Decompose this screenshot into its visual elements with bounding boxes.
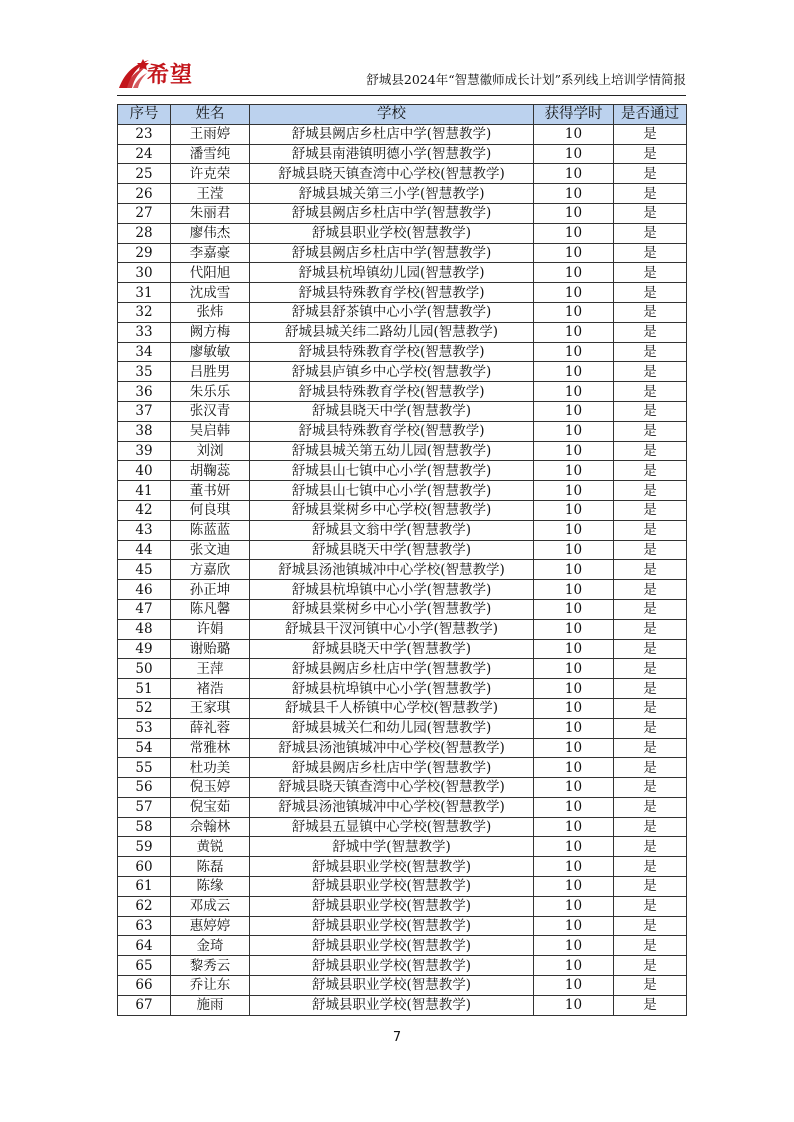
cell-hours: 10 bbox=[534, 322, 614, 342]
table-row bbox=[118, 698, 687, 718]
table-row bbox=[118, 124, 687, 144]
cell-index: 44 bbox=[118, 540, 171, 560]
cell-hours: 10 bbox=[534, 619, 614, 639]
cell-passed: 是 bbox=[614, 659, 687, 679]
table-body bbox=[118, 124, 687, 1015]
cell-hours: 10 bbox=[534, 916, 614, 936]
cell-index: 26 bbox=[118, 184, 171, 204]
header-title: 舒城县2024年“智慧徽师成长计划”系列线上培训学情简报 bbox=[366, 72, 686, 87]
cell-name: 张炜 bbox=[171, 302, 250, 322]
cell-passed: 是 bbox=[614, 540, 687, 560]
cell-name: 张文迪 bbox=[171, 540, 250, 560]
cell-index: 55 bbox=[118, 758, 171, 778]
cell-school: 舒城县城关仁和幼儿园(智慧教学) bbox=[250, 718, 534, 738]
table-row bbox=[118, 639, 687, 659]
cell-hours: 10 bbox=[534, 500, 614, 520]
cell-passed: 是 bbox=[614, 481, 687, 501]
cell-name: 朱丽君 bbox=[171, 203, 250, 223]
table-row bbox=[118, 263, 687, 283]
cell-index: 45 bbox=[118, 560, 171, 580]
cell-hours: 10 bbox=[534, 580, 614, 600]
cell-index: 34 bbox=[118, 342, 171, 362]
cell-name: 沈成雪 bbox=[171, 283, 250, 303]
cell-school: 舒城县阙店乡杜店中学(智慧教学) bbox=[250, 203, 534, 223]
table-row bbox=[118, 718, 687, 738]
cell-name: 何良琪 bbox=[171, 500, 250, 520]
table-row bbox=[118, 461, 687, 481]
cell-index: 67 bbox=[118, 995, 171, 1015]
cell-hours: 10 bbox=[534, 124, 614, 144]
cell-passed: 是 bbox=[614, 877, 687, 897]
cell-school: 舒城县城关第五幼儿园(智慧教学) bbox=[250, 441, 534, 461]
cell-school: 舒城县晓天镇查湾中心学校(智慧教学) bbox=[250, 164, 534, 184]
cell-name: 朱乐乐 bbox=[171, 382, 250, 402]
cell-name: 常雅林 bbox=[171, 738, 250, 758]
cell-school: 舒城县城关纬二路幼儿园(智慧教学) bbox=[250, 322, 534, 342]
cell-school: 舒城县职业学校(智慧教学) bbox=[250, 857, 534, 877]
cell-passed: 是 bbox=[614, 164, 687, 184]
cell-hours: 10 bbox=[534, 976, 614, 996]
cell-school: 舒城县汤池镇城冲中心学校(智慧教学) bbox=[250, 797, 534, 817]
cell-index: 24 bbox=[118, 144, 171, 164]
cell-hours: 10 bbox=[534, 659, 614, 679]
cell-index: 28 bbox=[118, 223, 171, 243]
cell-passed: 是 bbox=[614, 184, 687, 204]
table-row bbox=[118, 500, 687, 520]
table-row bbox=[118, 401, 687, 421]
cell-index: 62 bbox=[118, 896, 171, 916]
cell-name: 乔让东 bbox=[171, 976, 250, 996]
table-row bbox=[118, 283, 687, 303]
cell-hours: 10 bbox=[534, 738, 614, 758]
cell-name: 杜功美 bbox=[171, 758, 250, 778]
table-row bbox=[118, 362, 687, 382]
cell-passed: 是 bbox=[614, 144, 687, 164]
cell-hours: 10 bbox=[534, 857, 614, 877]
cell-passed: 是 bbox=[614, 382, 687, 402]
cell-name: 李嘉豪 bbox=[171, 243, 250, 263]
cell-index: 23 bbox=[118, 124, 171, 144]
cell-school: 舒城县职业学校(智慧教学) bbox=[250, 936, 534, 956]
table-row bbox=[118, 421, 687, 441]
cell-index: 40 bbox=[118, 461, 171, 481]
cell-school: 舒城县职业学校(智慧教学) bbox=[250, 916, 534, 936]
cell-passed: 是 bbox=[614, 976, 687, 996]
table-row bbox=[118, 659, 687, 679]
cell-hours: 10 bbox=[534, 718, 614, 738]
cell-school: 舒城县晓天镇查湾中心学校(智慧教学) bbox=[250, 778, 534, 798]
table-row bbox=[118, 342, 687, 362]
cell-name: 代阳旭 bbox=[171, 263, 250, 283]
table-row bbox=[118, 936, 687, 956]
cell-school: 舒城县汤池镇城冲中心学校(智慧教学) bbox=[250, 560, 534, 580]
cell-name: 黎秀云 bbox=[171, 956, 250, 976]
table-row bbox=[118, 995, 687, 1015]
cell-index: 58 bbox=[118, 817, 171, 837]
cell-hours: 10 bbox=[534, 184, 614, 204]
cell-school: 舒城县晓天中学(智慧教学) bbox=[250, 639, 534, 659]
table-row bbox=[118, 857, 687, 877]
cell-index: 29 bbox=[118, 243, 171, 263]
cell-school: 舒城县阙店乡杜店中学(智慧教学) bbox=[250, 659, 534, 679]
table-row bbox=[118, 916, 687, 936]
cell-name: 许克荣 bbox=[171, 164, 250, 184]
cell-school: 舒城县五显镇中心学校(智慧教学) bbox=[250, 817, 534, 837]
cell-passed: 是 bbox=[614, 243, 687, 263]
logo bbox=[117, 58, 199, 94]
cell-school: 舒城县山七镇中心小学(智慧教学) bbox=[250, 461, 534, 481]
cell-passed: 是 bbox=[614, 778, 687, 798]
cell-passed: 是 bbox=[614, 263, 687, 283]
cell-index: 39 bbox=[118, 441, 171, 461]
cell-passed: 是 bbox=[614, 283, 687, 303]
cell-passed: 是 bbox=[614, 639, 687, 659]
cell-name: 胡鞠蕊 bbox=[171, 461, 250, 481]
cell-name: 吴启韩 bbox=[171, 421, 250, 441]
cell-index: 27 bbox=[118, 203, 171, 223]
cell-hours: 10 bbox=[534, 401, 614, 421]
cell-school: 舒城县杭埠镇中心小学(智慧教学) bbox=[250, 580, 534, 600]
column-header-index: 序号 bbox=[118, 105, 171, 125]
cell-index: 43 bbox=[118, 520, 171, 540]
cell-index: 53 bbox=[118, 718, 171, 738]
cell-hours: 10 bbox=[534, 679, 614, 699]
cell-school: 舒城县职业学校(智慧教学) bbox=[250, 877, 534, 897]
cell-school: 舒城县职业学校(智慧教学) bbox=[250, 223, 534, 243]
table-row bbox=[118, 877, 687, 897]
cell-hours: 10 bbox=[534, 441, 614, 461]
cell-school: 舒城县南港镇明德小学(智慧教学) bbox=[250, 144, 534, 164]
cell-index: 42 bbox=[118, 500, 171, 520]
table-row bbox=[118, 481, 687, 501]
cell-hours: 10 bbox=[534, 263, 614, 283]
table-row bbox=[118, 679, 687, 699]
cell-name: 张汉青 bbox=[171, 401, 250, 421]
cell-hours: 10 bbox=[534, 520, 614, 540]
cell-hours: 10 bbox=[534, 144, 614, 164]
table-row bbox=[118, 619, 687, 639]
cell-school: 舒城县千人桥镇中心学校(智慧教学) bbox=[250, 698, 534, 718]
cell-index: 41 bbox=[118, 481, 171, 501]
cell-hours: 10 bbox=[534, 639, 614, 659]
cell-school: 舒城县文翁中学(智慧教学) bbox=[250, 520, 534, 540]
cell-school: 舒城县棠树乡中心学校(智慧教学) bbox=[250, 500, 534, 520]
cell-hours: 10 bbox=[534, 203, 614, 223]
cell-index: 52 bbox=[118, 698, 171, 718]
cell-school: 舒城县干汊河镇中心小学(智慧教学) bbox=[250, 619, 534, 639]
cell-index: 49 bbox=[118, 639, 171, 659]
cell-school: 舒城县晓天中学(智慧教学) bbox=[250, 540, 534, 560]
cell-hours: 10 bbox=[534, 481, 614, 501]
cell-hours: 10 bbox=[534, 243, 614, 263]
cell-name: 潘雪纯 bbox=[171, 144, 250, 164]
cell-hours: 10 bbox=[534, 698, 614, 718]
cell-passed: 是 bbox=[614, 302, 687, 322]
table-row bbox=[118, 896, 687, 916]
cell-name: 方嘉欣 bbox=[171, 560, 250, 580]
header-divider bbox=[117, 95, 686, 96]
cell-name: 惠婷婷 bbox=[171, 916, 250, 936]
cell-passed: 是 bbox=[614, 500, 687, 520]
cell-school: 舒城县职业学校(智慧教学) bbox=[250, 995, 534, 1015]
cell-passed: 是 bbox=[614, 936, 687, 956]
cell-name: 陈蓝蓝 bbox=[171, 520, 250, 540]
cell-index: 61 bbox=[118, 877, 171, 897]
table-row bbox=[118, 223, 687, 243]
cell-hours: 10 bbox=[534, 817, 614, 837]
cell-hours: 10 bbox=[534, 540, 614, 560]
cell-passed: 是 bbox=[614, 421, 687, 441]
cell-hours: 10 bbox=[534, 342, 614, 362]
cell-school: 舒城县阙店乡杜店中学(智慧教学) bbox=[250, 243, 534, 263]
cell-index: 50 bbox=[118, 659, 171, 679]
cell-hours: 10 bbox=[534, 382, 614, 402]
column-header-passed: 是否通过 bbox=[614, 105, 687, 125]
cell-school: 舒城县职业学校(智慧教学) bbox=[250, 896, 534, 916]
cell-name: 黄锐 bbox=[171, 837, 250, 857]
cell-hours: 10 bbox=[534, 302, 614, 322]
logo-text: 希望 bbox=[147, 62, 194, 88]
cell-school: 舒城县职业学校(智慧教学) bbox=[250, 956, 534, 976]
cell-passed: 是 bbox=[614, 797, 687, 817]
cell-school: 舒城县城关第三小学(智慧教学) bbox=[250, 184, 534, 204]
page-number: 7 bbox=[392, 1030, 402, 1045]
cell-hours: 10 bbox=[534, 362, 614, 382]
cell-index: 31 bbox=[118, 283, 171, 303]
cell-passed: 是 bbox=[614, 223, 687, 243]
cell-hours: 10 bbox=[534, 995, 614, 1015]
cell-index: 65 bbox=[118, 956, 171, 976]
table-row bbox=[118, 322, 687, 342]
cell-name: 陈凡馨 bbox=[171, 599, 250, 619]
cell-passed: 是 bbox=[614, 956, 687, 976]
cell-passed: 是 bbox=[614, 758, 687, 778]
cell-name: 廖敏敏 bbox=[171, 342, 250, 362]
table-row bbox=[118, 441, 687, 461]
training-roster-table bbox=[117, 104, 687, 1016]
cell-name: 王萍 bbox=[171, 659, 250, 679]
table-row bbox=[118, 758, 687, 778]
cell-name: 金琦 bbox=[171, 936, 250, 956]
cell-index: 38 bbox=[118, 421, 171, 441]
cell-index: 35 bbox=[118, 362, 171, 382]
cell-school: 舒城县特殊教育学校(智慧教学) bbox=[250, 382, 534, 402]
cell-hours: 10 bbox=[534, 164, 614, 184]
cell-school: 舒城县棠树乡中心小学(智慧教学) bbox=[250, 599, 534, 619]
cell-name: 王雨婷 bbox=[171, 124, 250, 144]
table-row bbox=[118, 243, 687, 263]
cell-hours: 10 bbox=[534, 936, 614, 956]
cell-passed: 是 bbox=[614, 342, 687, 362]
table-row bbox=[118, 382, 687, 402]
cell-passed: 是 bbox=[614, 738, 687, 758]
cell-index: 63 bbox=[118, 916, 171, 936]
cell-name: 佘翰林 bbox=[171, 817, 250, 837]
cell-name: 褚浩 bbox=[171, 679, 250, 699]
cell-passed: 是 bbox=[614, 837, 687, 857]
cell-passed: 是 bbox=[614, 362, 687, 382]
cell-school: 舒城县职业学校(智慧教学) bbox=[250, 976, 534, 996]
cell-passed: 是 bbox=[614, 698, 687, 718]
cell-school: 舒城县特殊教育学校(智慧教学) bbox=[250, 283, 534, 303]
cell-name: 陈缘 bbox=[171, 877, 250, 897]
cell-passed: 是 bbox=[614, 520, 687, 540]
cell-school: 舒城县杭埠镇幼儿园(智慧教学) bbox=[250, 263, 534, 283]
cell-index: 54 bbox=[118, 738, 171, 758]
cell-index: 32 bbox=[118, 302, 171, 322]
cell-name: 许娟 bbox=[171, 619, 250, 639]
cell-name: 谢贻璐 bbox=[171, 639, 250, 659]
table-row bbox=[118, 599, 687, 619]
table-row bbox=[118, 184, 687, 204]
cell-index: 66 bbox=[118, 976, 171, 996]
cell-passed: 是 bbox=[614, 679, 687, 699]
cell-passed: 是 bbox=[614, 441, 687, 461]
cell-school: 舒城中学(智慧教学) bbox=[250, 837, 534, 857]
cell-passed: 是 bbox=[614, 203, 687, 223]
cell-name: 陈磊 bbox=[171, 857, 250, 877]
cell-hours: 10 bbox=[534, 896, 614, 916]
table-row bbox=[118, 976, 687, 996]
cell-index: 56 bbox=[118, 778, 171, 798]
table-row bbox=[118, 520, 687, 540]
cell-hours: 10 bbox=[534, 283, 614, 303]
cell-passed: 是 bbox=[614, 124, 687, 144]
cell-school: 舒城县阙店乡杜店中学(智慧教学) bbox=[250, 758, 534, 778]
cell-passed: 是 bbox=[614, 322, 687, 342]
cell-hours: 10 bbox=[534, 758, 614, 778]
cell-name: 王滢 bbox=[171, 184, 250, 204]
cell-passed: 是 bbox=[614, 401, 687, 421]
cell-school: 舒城县特殊教育学校(智慧教学) bbox=[250, 421, 534, 441]
cell-school: 舒城县杭埠镇中心小学(智慧教学) bbox=[250, 679, 534, 699]
cell-name: 刘浏 bbox=[171, 441, 250, 461]
cell-passed: 是 bbox=[614, 857, 687, 877]
cell-name: 邓成云 bbox=[171, 896, 250, 916]
cell-school: 舒城县舒茶镇中心小学(智慧教学) bbox=[250, 302, 534, 322]
cell-school: 舒城县晓天中学(智慧教学) bbox=[250, 401, 534, 421]
cell-hours: 10 bbox=[534, 599, 614, 619]
cell-index: 57 bbox=[118, 797, 171, 817]
cell-passed: 是 bbox=[614, 896, 687, 916]
table-row bbox=[118, 956, 687, 976]
table-row bbox=[118, 580, 687, 600]
cell-school: 舒城县汤池镇城冲中心学校(智慧教学) bbox=[250, 738, 534, 758]
table-row bbox=[118, 164, 687, 184]
cell-name: 阙方梅 bbox=[171, 322, 250, 342]
cell-passed: 是 bbox=[614, 461, 687, 481]
cell-name: 吕胜男 bbox=[171, 362, 250, 382]
cell-hours: 10 bbox=[534, 560, 614, 580]
cell-name: 王家琪 bbox=[171, 698, 250, 718]
cell-name: 孙正坤 bbox=[171, 580, 250, 600]
cell-school: 舒城县阙店乡杜店中学(智慧教学) bbox=[250, 124, 534, 144]
cell-name: 董书妍 bbox=[171, 481, 250, 501]
logo-swoosh-icon bbox=[117, 58, 151, 90]
cell-hours: 10 bbox=[534, 421, 614, 441]
cell-hours: 10 bbox=[534, 837, 614, 857]
table-row bbox=[118, 144, 687, 164]
cell-index: 47 bbox=[118, 599, 171, 619]
cell-passed: 是 bbox=[614, 599, 687, 619]
table-row bbox=[118, 817, 687, 837]
cell-passed: 是 bbox=[614, 916, 687, 936]
cell-school: 舒城县山七镇中心小学(智慧教学) bbox=[250, 481, 534, 501]
cell-index: 30 bbox=[118, 263, 171, 283]
cell-passed: 是 bbox=[614, 580, 687, 600]
cell-index: 51 bbox=[118, 679, 171, 699]
cell-name: 倪玉婷 bbox=[171, 778, 250, 798]
cell-index: 60 bbox=[118, 857, 171, 877]
cell-hours: 10 bbox=[534, 778, 614, 798]
cell-hours: 10 bbox=[534, 877, 614, 897]
cell-name: 薛礼蓉 bbox=[171, 718, 250, 738]
table-row bbox=[118, 560, 687, 580]
cell-hours: 10 bbox=[534, 797, 614, 817]
cell-index: 33 bbox=[118, 322, 171, 342]
cell-passed: 是 bbox=[614, 817, 687, 837]
cell-hours: 10 bbox=[534, 461, 614, 481]
table-row bbox=[118, 302, 687, 322]
cell-index: 46 bbox=[118, 580, 171, 600]
table-row bbox=[118, 203, 687, 223]
cell-hours: 10 bbox=[534, 956, 614, 976]
column-header-hours: 获得学时 bbox=[534, 105, 614, 125]
page-header bbox=[117, 52, 686, 96]
cell-index: 59 bbox=[118, 837, 171, 857]
table-header-row bbox=[118, 105, 687, 125]
cell-passed: 是 bbox=[614, 619, 687, 639]
table-row bbox=[118, 797, 687, 817]
cell-name: 施雨 bbox=[171, 995, 250, 1015]
cell-name: 倪宝茹 bbox=[171, 797, 250, 817]
table-row bbox=[118, 837, 687, 857]
table-row bbox=[118, 540, 687, 560]
column-header-school: 学校 bbox=[250, 105, 534, 125]
cell-name: 廖伟杰 bbox=[171, 223, 250, 243]
cell-hours: 10 bbox=[534, 223, 614, 243]
table-row bbox=[118, 778, 687, 798]
cell-school: 舒城县特殊教育学校(智慧教学) bbox=[250, 342, 534, 362]
cell-index: 25 bbox=[118, 164, 171, 184]
table-row bbox=[118, 738, 687, 758]
cell-passed: 是 bbox=[614, 995, 687, 1015]
cell-school: 舒城县庐镇乡中心学校(智慧教学) bbox=[250, 362, 534, 382]
cell-index: 36 bbox=[118, 382, 171, 402]
cell-index: 64 bbox=[118, 936, 171, 956]
cell-passed: 是 bbox=[614, 560, 687, 580]
column-header-name: 姓名 bbox=[171, 105, 250, 125]
cell-index: 48 bbox=[118, 619, 171, 639]
cell-passed: 是 bbox=[614, 718, 687, 738]
cell-index: 37 bbox=[118, 401, 171, 421]
